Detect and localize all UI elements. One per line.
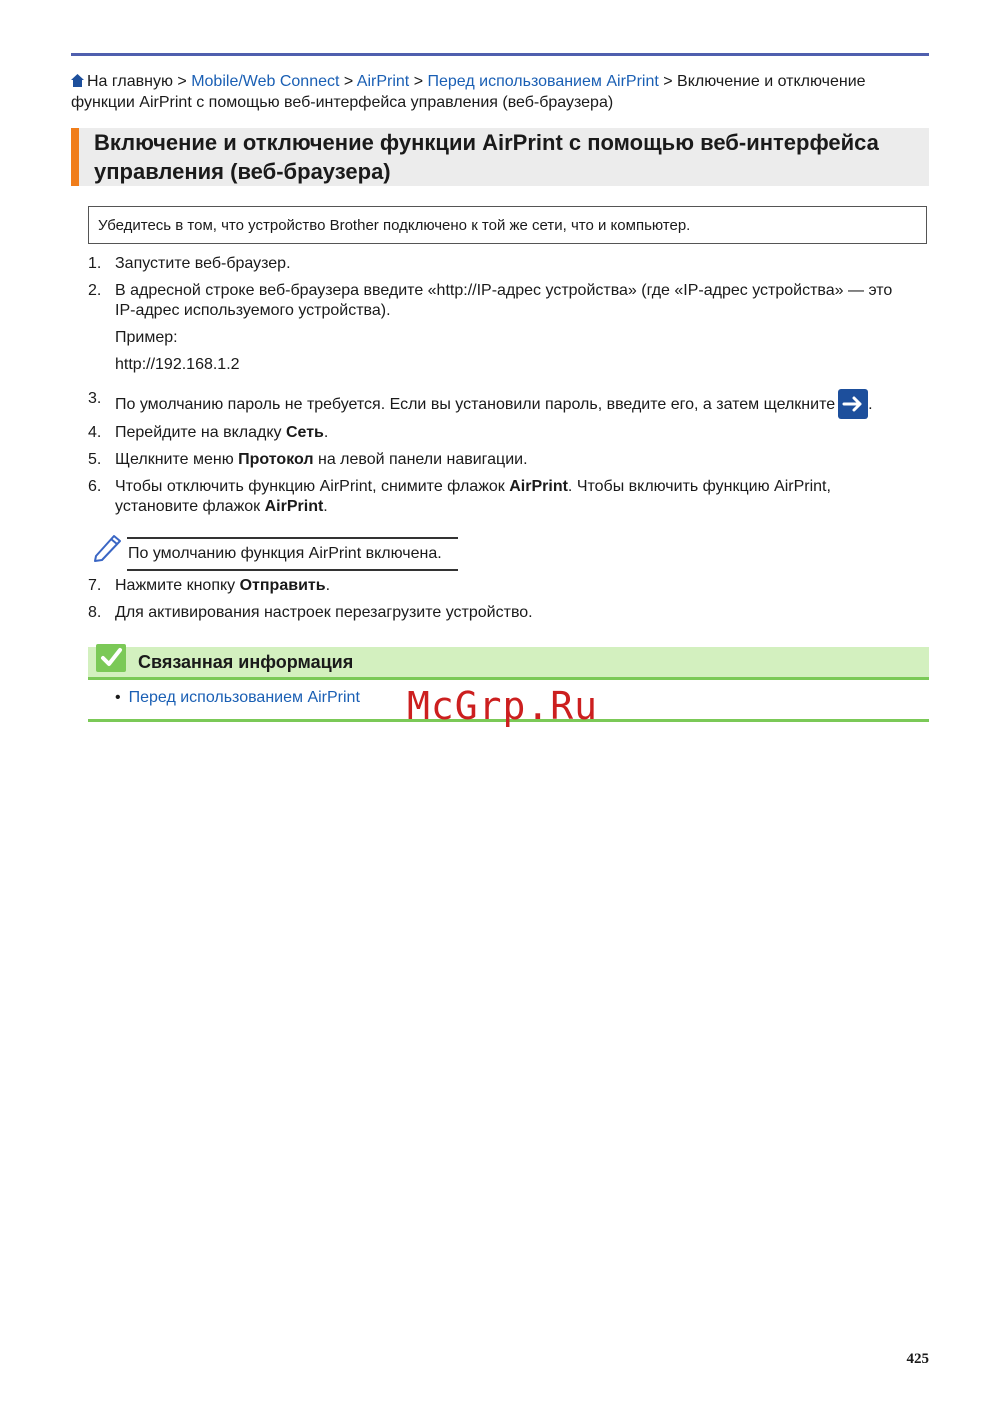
breadcrumb-link-airprint[interactable]: AirPrint [356,73,410,90]
breadcrumb-link-mobile-web-connect[interactable]: Mobile/Web Connect [191,73,340,90]
breadcrumb: На главную > Mobile/Web Connect > AirPrint > Перед использованием AirPrint > Включение и отключение функции AirPrint с помощью веб-интерфейса управления (веб-браузера) [71,73,866,111]
title-box [71,128,929,186]
top-rule [71,53,929,56]
title-accent-bar [71,128,79,186]
breadcrumb-current: Включение и отключение функции AirPrint с помощью веб-интерфейса управления (веб-браузера) [71,73,866,111]
tip-rule-top [127,537,458,539]
page-title: Включение и отключение функции AirPrint с помощью веб-интерфейса управления (веб-браузера) [94,130,879,184]
example-label: Пример: [115,329,178,346]
home-icon[interactable] [71,74,84,87]
pencil-icon [92,532,124,562]
watermark: McGrp.Ru [407,684,599,728]
breadcrumb-home[interactable]: На главную [87,73,173,90]
tip-text: По умолчанию функция AirPrint включена. [128,545,442,562]
note-box: Убедитесь в том, что устройство Brother подключено к той же сети, что и компьютер. [88,206,927,244]
breadcrumb-link-before-airprint[interactable]: Перед использованием AirPrint [427,73,659,90]
submit-arrow-icon [838,389,868,419]
tip-rule-bottom [127,569,458,571]
related-info-title: Связанная информация [138,652,354,672]
checkmark-icon [96,644,126,672]
related-list-item: • Перед использованием AirPrint [115,689,360,706]
page-number: 425 [906,1351,929,1367]
example-value: http://192.168.1.2 [115,356,240,373]
related-link-before-airprint[interactable]: Перед использованием AirPrint [128,689,360,706]
related-info-rule [88,677,929,680]
